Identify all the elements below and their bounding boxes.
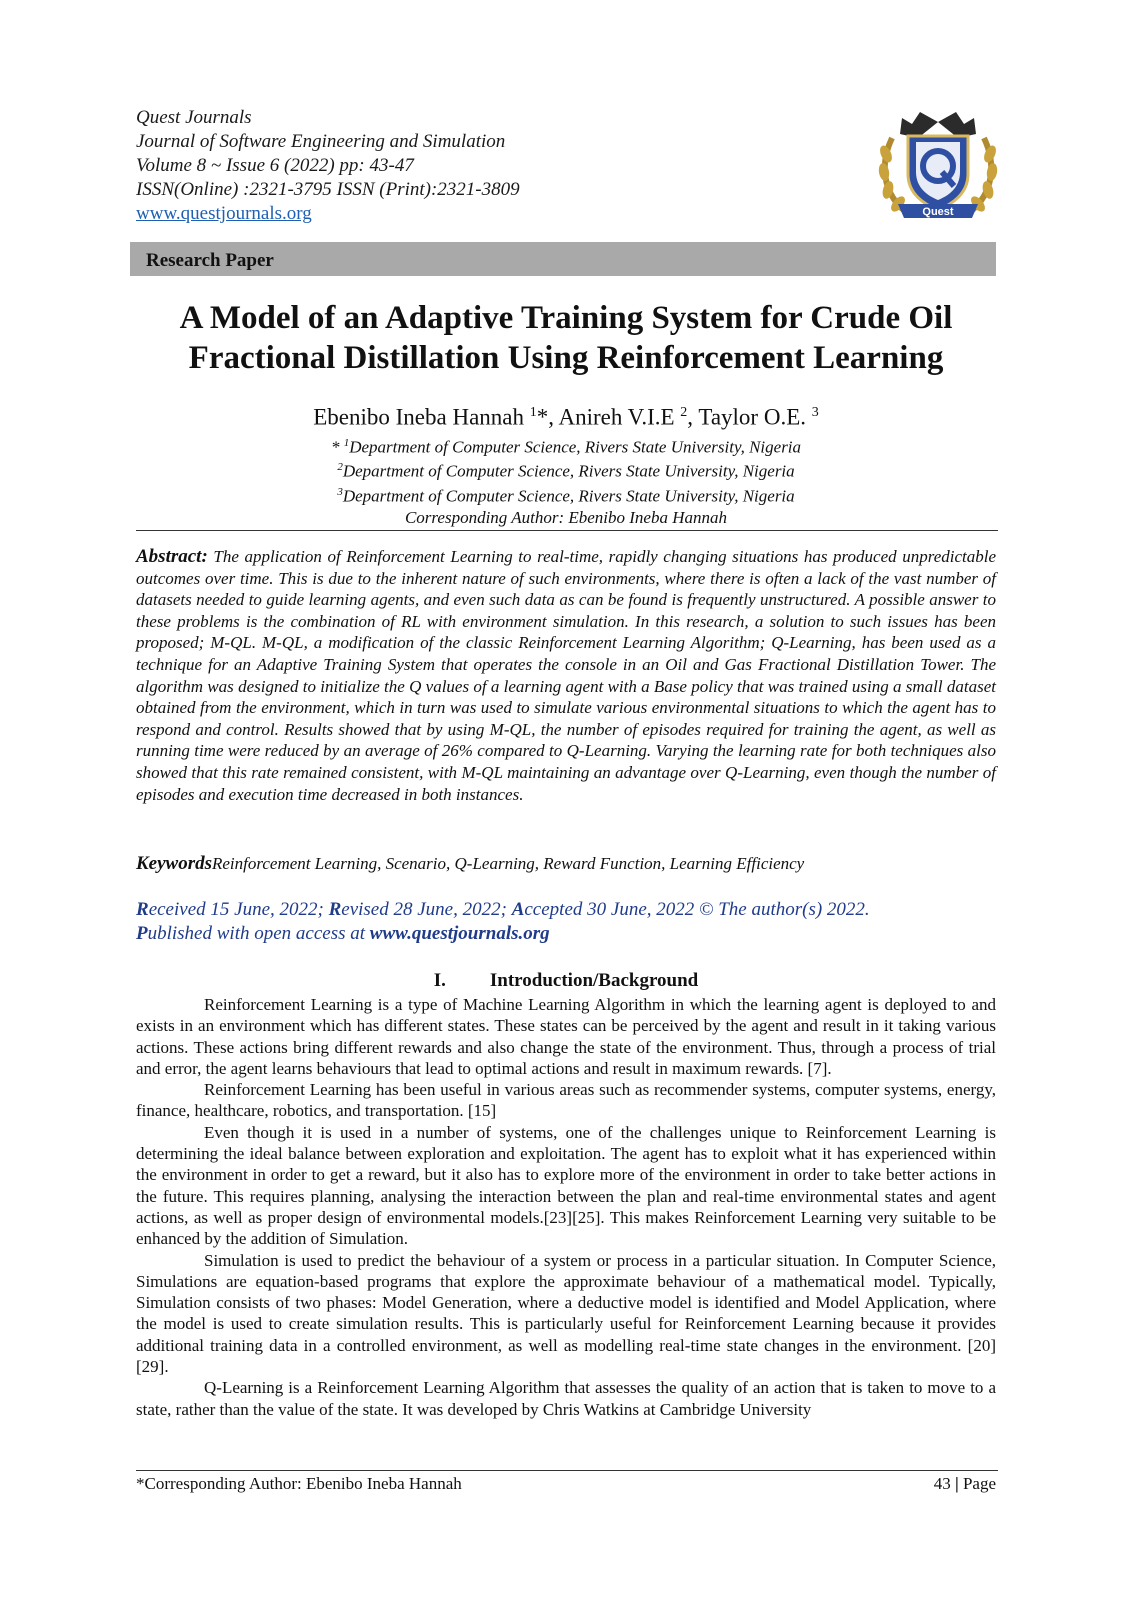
author-block — [136, 398, 996, 528]
abstract — [136, 546, 996, 805]
section-title: Introduction/Background — [489, 970, 699, 991]
footer-page-number — [900, 1474, 996, 1494]
author-2-sep: , — [687, 404, 699, 430]
paper-type-label: Research Paper — [146, 250, 274, 271]
affiliation-text: Department of Computer Science, Rivers State University, Nigeria — [342, 461, 795, 481]
author-3-sup: 3 — [811, 405, 819, 420]
page-separator: | — [950, 1474, 963, 1493]
journal-header — [136, 106, 736, 226]
affiliation-3 — [136, 482, 996, 507]
revised-text: evised 28 June, 2022; — [341, 899, 512, 920]
title-line-2: Fractional Distillation Using Reinforcement Learning — [188, 340, 944, 376]
revised-cap: R — [328, 899, 342, 920]
paragraph: Reinforcement Learning has been useful in various areas such as recommender systems, computer systems, energy, finance, healthcare, robotics, and transportation. [15] — [136, 1080, 996, 1121]
body-text — [136, 994, 996, 1420]
affiliation-1 — [136, 433, 996, 458]
quest-logo-icon — [872, 108, 1004, 226]
footer-rule — [136, 1470, 998, 1471]
author-names — [136, 398, 996, 433]
author-2: Anireh V.I.E — [558, 404, 681, 430]
author-1-sup: 1 — [529, 405, 537, 420]
abstract-label: Abstract: — [136, 546, 208, 567]
journal-volume: Volume 8 ~ Issue 6 (2022) pp: 43-47 — [136, 155, 414, 176]
keywords-label: Keywords — [136, 853, 212, 874]
paragraph: Q-Learning is a Reinforcement Learning Algorithm that assesses the quality of an action that is taken to move to a state, rather than the value of the state. It was developed by Chris Watkins at Cambridge University — [136, 1378, 996, 1419]
author-3: Taylor O.E. — [698, 404, 812, 430]
paragraph: Simulation is used to predict the behaviour of a system or process in a particular situation. In Computer Science, Simulations are equation-based programs that explore the approximate behaviour of a mathematical model. Typically, Simulation consists of two phases: Model Generation, where a deductive model is identified and Model Application, where the model is used to create simulation results. This is particularly useful for Reinforcement Learning because it provides additional training data in a controlled environment, as well as modelling real-time state changes in the environment. [20][29]. — [136, 1250, 996, 1377]
affiliation-prefix: * — [330, 437, 344, 457]
paragraph: Reinforcement Learning is a type of Machine Learning Algorithm in which the learning agent is deployed to and exists in an environment which has different states. These states can be perceived by the agent and result in it taking various actions. These actions bring different rewards and also change the state of the environment. Thus, through a process of trial and error, the agent learns behaviours that lead to optimal actions and result in maximum rewards. [7]. — [136, 995, 996, 1078]
page-number: 43 — [933, 1474, 951, 1493]
affiliation-text: Department of Computer Science, Rivers State University, Nigeria — [342, 486, 795, 506]
received-text: eceived 15 June, 2022; — [148, 899, 329, 920]
published-text: ublished with open access at — [147, 923, 370, 944]
affiliation-sup: 1 — [343, 436, 350, 449]
affiliation-sup: 3 — [337, 485, 343, 498]
affiliation-sup: 2 — [337, 461, 343, 474]
published-cap: P — [136, 923, 148, 944]
author-1-mark: *, — [536, 404, 559, 430]
keywords — [136, 853, 996, 875]
section-heading — [136, 970, 996, 992]
keywords-text: Reinforcement Learning, Scenario, Q-Learning, Reward Function, Learning Efficiency — [212, 854, 805, 873]
author-1: Ebenibo Ineba Hannah — [313, 404, 530, 430]
page-word: Page — [962, 1474, 996, 1493]
received-dates — [136, 898, 1006, 946]
title-line-1: A Model of an Adaptive Training System for Crude Oil — [179, 300, 953, 336]
accepted-text: ccepted 30 June, 2022 © The author(s) 2022. — [524, 899, 870, 920]
paragraph: Even though it is used in a number of systems, one of the challenges unique to Reinforcement Learning is determining the ideal balance between exploration and exploitation. The agent has to exploit what it has experienced within the environment in order to get a reward, but it also has to explore more of the environment in order to take better actions in the future. This requires planning, analysing the interaction between the plan and real-time environmental states and agent actions, as well as proper design of environmental models.[23][25]. This makes Reinforcement Learning very suitable to be enhanced by the addition of Simulation. — [136, 1122, 996, 1249]
author-2-sup: 2 — [680, 405, 688, 420]
received-cap: R — [136, 899, 149, 920]
affiliation-text: Department of Computer Science, Rivers State University, Nigeria — [349, 437, 802, 457]
abstract-top-rule — [136, 530, 998, 531]
journal-name: Journal of Software Engineering and Simulation — [136, 131, 506, 152]
footer-corresponding-author: *Corresponding Author: Ebenibo Ineba Hannah — [136, 1474, 462, 1493]
journal-publisher: Quest Journals — [136, 107, 252, 128]
accepted-cap: A — [511, 899, 525, 920]
published-url-link[interactable]: www.questjournals.org — [369, 923, 550, 944]
paper-title — [136, 298, 996, 378]
logo-text: Quest — [922, 206, 954, 218]
corresponding-author-line: Corresponding Author: Ebenibo Ineba Hannah — [404, 507, 728, 527]
paper-type-bar — [130, 242, 996, 276]
affiliation-2 — [136, 457, 996, 482]
section-number: I. — [433, 970, 446, 991]
abstract-text: The application of Reinforcement Learning to real-time, rapidly changing situations has produced unpredictable outcomes over time. This is due to the inherent nature of such environments, where there is often a lack of the vast number of datasets needed to guide learning agents, and even such data as can be found is frequently unstructured. A possible answer to these problems is the combination of RL with environment simulation. In this research, a solution to such issues has been proposed; M-QL. M-QL, a modification of the classic Reinforcement Learning Algorithm; Q-Learning, has been used as a technique for an Adaptive Training System that operates the console in an Oil and Gas Fractional Distillation Tower. The algorithm was designed to initialize the Q values of a learning agent with a Base policy that was trained using a small dataset obtained from the environment, which in turn was used to simulate various environmental situations to which the agent has to respond and control. Results showed that by using M-QL, the number of episodes required for training the agent, as well as running time were reduced by an average of 26% compared to Q-Learning. Varying the learning rate for both techniques also showed that this rate remained consistent, with M-QL maintaining an advantage over Q-Learning, even though the number of episodes and execution time decreased in both instances. — [136, 547, 997, 804]
journal-issn: ISSN(Online) :2321-3795 ISSN (Print):2321-3809 — [136, 179, 520, 200]
journal-url-link[interactable]: www.questjournals.org — [136, 203, 312, 224]
